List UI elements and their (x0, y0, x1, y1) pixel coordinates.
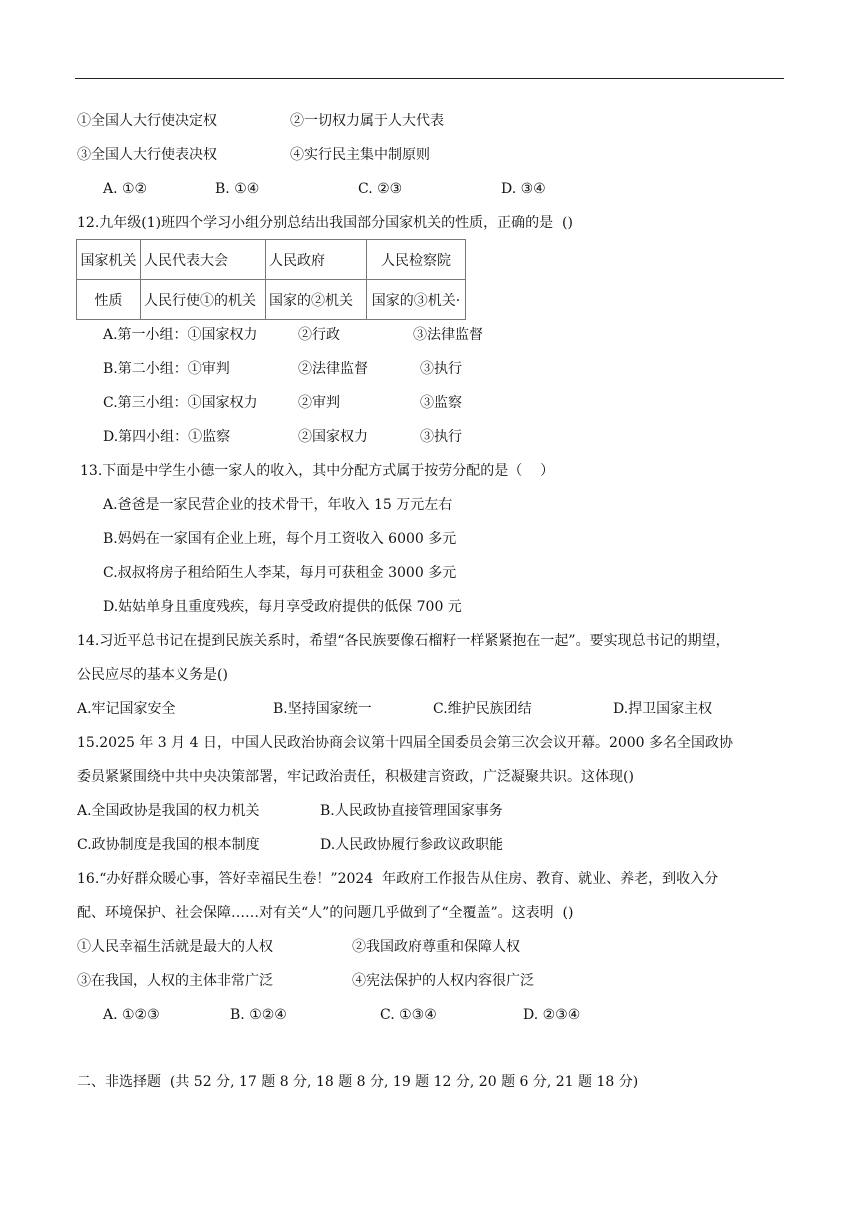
q15-choice-c[interactable]: C.政协制度是我国的根本制度 (77, 837, 260, 853)
q11-choice-a[interactable]: A. ①② (103, 181, 148, 197)
q12-choice-b-3: ③执行 (420, 361, 462, 377)
q12-choice-b-2: ②法律监督 (298, 361, 368, 377)
q16-stem-line-1: 16.“办好群众暖心事，答好幸福民生卷！”2024 年政府工作报告从住房、教育、就业、养老，到收入分 (77, 871, 719, 887)
q12-choice-a-2: ②行政 (298, 327, 340, 343)
table-row (77, 280, 466, 320)
table-cell: 性质 (77, 280, 141, 320)
q16-stem-line-2: 配、环境保护、社会保障……对有关“人”的问题几乎做到了“全覆盖”。这表明 () (77, 905, 574, 921)
q11-choice-d[interactable]: D. ③④ (501, 181, 546, 197)
q11-statement-4: ④实行民主集中制原则 (290, 147, 430, 163)
q13-stem: 13.下面是中学生小德一家人的收入，其中分配方式属于按劳分配的是（ ） (80, 463, 555, 479)
q16-choice-c[interactable]: C. ①③④ (380, 1007, 437, 1023)
q16-choice-d[interactable]: D. ②③④ (523, 1007, 581, 1023)
q16-statement-4: ④宪法保护的人权内容很广泛 (352, 973, 534, 989)
table-header-cell: 国家机关 (77, 240, 141, 280)
q14-stem-line-2: 公民应尽的基本义务是() (77, 667, 228, 683)
table-header-cell: 人民代表大会 (141, 240, 266, 280)
q12-organ-table (76, 239, 466, 320)
q13-choice-c[interactable]: C.叔叔将房子租给陌生人李某，每月可获租金 3000 多元 (103, 565, 457, 581)
q12-choice-b[interactable]: B.第二小组：①审判 (103, 361, 230, 377)
q14-choice-b[interactable]: B.坚持国家统一 (273, 701, 372, 717)
q16-statement-2: ②我国政府尊重和保障人权 (352, 939, 520, 955)
q16-choice-b[interactable]: B. ①②④ (230, 1007, 287, 1023)
q12-choice-d[interactable]: D.第四小组：①监察 (103, 429, 231, 445)
q13-choice-d[interactable]: D.姑姑单身且重度残疾，每月享受政府提供的低保 700 元 (103, 599, 462, 615)
header-rule (75, 78, 784, 79)
q13-choice-a[interactable]: A.爸爸是一家民营企业的技术骨干，年收入 15 万元左右 (103, 497, 453, 513)
q13-choice-b[interactable]: B.妈妈在一家国有企业上班，每个月工资收入 6000 多元 (103, 531, 457, 547)
q11-statement-3: ③全国人大行使表决权 (77, 147, 217, 163)
q12-choice-c[interactable]: C.第三小组：①国家权力 (103, 395, 258, 411)
q11-statement-1: ①全国人大行使决定权 (77, 113, 217, 129)
section-heading: 二、非选择题 (共 52 分, 17 题 8 分, 18 题 8 分, 19 题 12 分, 20 题 6 分, 21 题 18 分) (77, 1074, 639, 1090)
q15-stem-line-1: 15.2025 年 3 月 4 日，中国人民政治协商会议第十四届全国委员会第三次会议开幕。2000 多名全国政协 (77, 735, 734, 751)
q12-choice-a[interactable]: A.第一小组：①国家权力 (103, 327, 258, 343)
q15-choice-b[interactable]: B.人民政协直接管理国家事务 (320, 803, 503, 819)
table-cell: 国家的③机关· (367, 280, 466, 320)
q14-choice-c[interactable]: C.维护民族团结 (433, 701, 532, 717)
q15-choice-a[interactable]: A.全国政协是我国的权力机关 (77, 803, 260, 819)
q14-choice-a[interactable]: A.牢记国家安全 (77, 701, 176, 717)
q15-stem-line-2: 委员紧紧围绕中共中央决策部署，牢记政治责任，积极建言资政，广泛凝聚共识。这体现() (77, 769, 634, 785)
table-row (77, 240, 466, 280)
q16-statement-3: ③在我国，人权的主体非常广泛 (77, 973, 273, 989)
table-header-cell: 人民检察院 (367, 240, 466, 280)
q11-choice-b[interactable]: B. ①④ (215, 181, 260, 197)
q12-choice-a-3: ③法律监督 (413, 327, 483, 343)
table-header-cell: 人民政府 (266, 240, 367, 280)
q12-choice-c-3: ③监察 (420, 395, 462, 411)
q11-choice-c[interactable]: C. ②③ (358, 181, 403, 197)
q12-choice-d-3: ③执行 (420, 429, 462, 445)
q12-choice-c-2: ②审判 (298, 395, 340, 411)
q16-choice-a[interactable]: A. ①②③ (103, 1007, 160, 1023)
table-cell: 国家的②机关 (266, 280, 367, 320)
table-cell: 人民行使①的机关 (141, 280, 266, 320)
q15-choice-d[interactable]: D.人民政协履行参政议政职能 (320, 837, 504, 853)
q12-stem: 12.九年级(1)班四个学习小组分别总结出我国部分国家机关的性质，正确的是 () (77, 215, 573, 231)
q16-statement-1: ①人民幸福生活就是最大的人权 (77, 939, 273, 955)
q12-choice-d-2: ②国家权力 (298, 429, 368, 445)
q14-stem-line-1: 14.习近平总书记在提到民族关系时，希望“各民族要像石榴籽一样紧紧抱在一起”。要实现总书记的期望， (77, 633, 730, 649)
q14-choice-d[interactable]: D.捍卫国家主权 (613, 701, 713, 717)
q11-statement-2: ②一切权力属于人大代表 (290, 113, 444, 129)
